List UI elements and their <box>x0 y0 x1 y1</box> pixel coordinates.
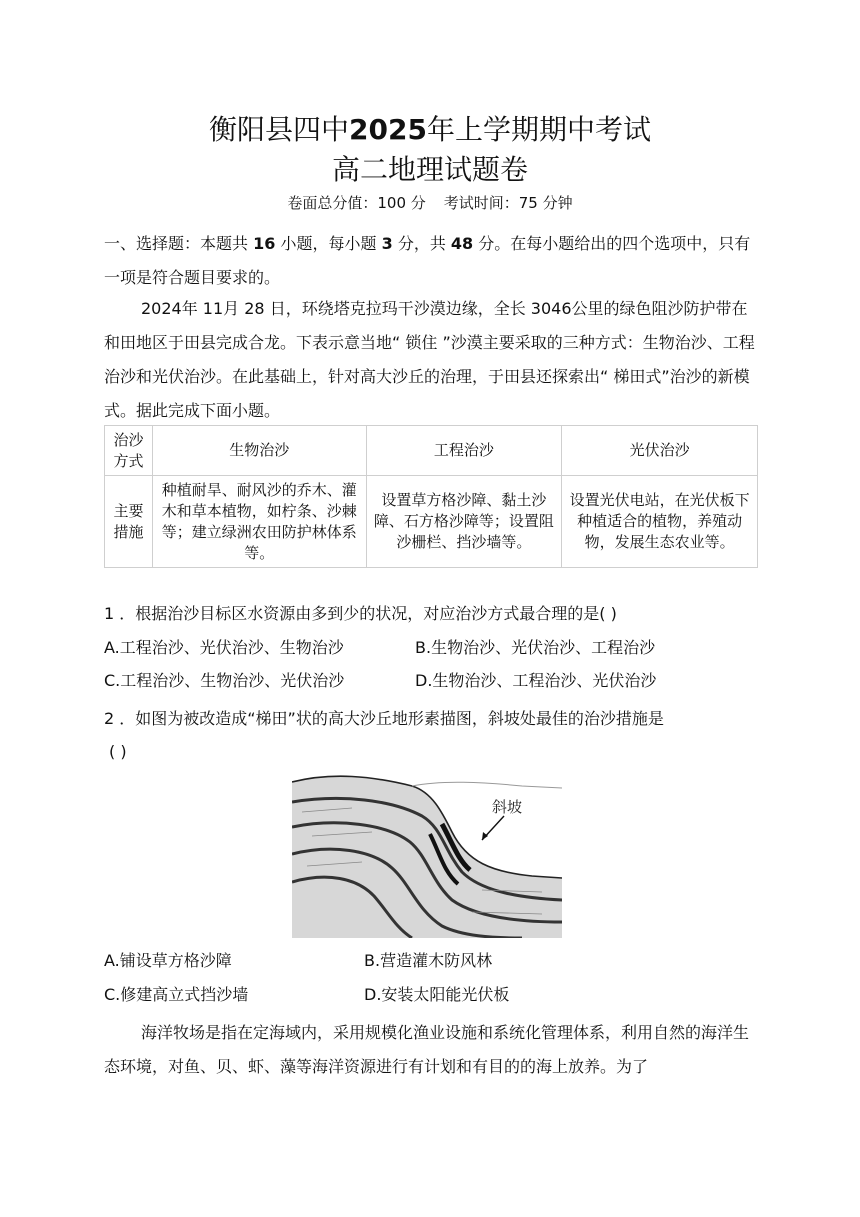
question-1-option-c[interactable]: C.工程治沙、生物治沙、光伏治沙 <box>104 671 345 690</box>
question-1-stem: 1 ．根据治沙目标区水资源由多到少的状况，对应治沙方式最合理的是( ) <box>104 604 617 623</box>
measures-table <box>104 425 758 568</box>
row-header-method: 治沙方式 <box>105 426 153 476</box>
exam-subtitle: 高二地理试题卷 <box>331 153 528 186</box>
cell-biological-measures: 种植耐旱、耐风沙的乔木、灌木和草本植物，如柠条、沙棘等；建立绿洲农田防护林体系等。 <box>152 476 366 568</box>
cell-photovoltaic-measures: 设置光伏电站，在光伏板下种植适合的植物，养殖动物，发展生态农业等。 <box>562 476 758 568</box>
question-1-option-a[interactable]: A.工程治沙、光伏治沙、生物治沙 <box>104 638 344 657</box>
question-2-option-c[interactable]: C.修建高立式挡沙墙 <box>104 985 249 1004</box>
question-2-stem: 2 ．如图为被改造成“梯田”状的高大沙丘地形素描图，斜坡处最佳的治沙措施是 <box>104 709 664 728</box>
ocean-ranch-paragraph: 海洋牧场是指在定海域内，采用规模化渔业设施和系统化管理体系，利用自然的海洋生态环境，对鱼、贝、虾、藻等海洋资源进行有计划和有目的的海上放养。为了 <box>104 1023 750 1076</box>
question-2-option-a[interactable]: A.铺设草方格沙障 <box>104 951 232 970</box>
column-photovoltaic: 光伏治沙 <box>562 426 758 476</box>
question-2-option-d[interactable]: D.安装太阳能光伏板 <box>364 985 510 1004</box>
exam-meta <box>0 191 860 215</box>
terraced-dune-sketch <box>292 772 562 938</box>
time-info: 考试时间：75 分钟 <box>443 194 573 212</box>
row-header-measures: 主要措施 <box>105 476 153 568</box>
column-biological: 生物治沙 <box>152 426 366 476</box>
score-each: 3 <box>381 234 393 253</box>
heading-part: 一、选择题：本题共 <box>104 234 249 253</box>
table-row <box>105 476 758 568</box>
heading-part: 小题，每小题 <box>280 234 377 253</box>
cell-engineering-measures: 设置草方格沙障、黏土沙障、石方格沙障等；设置阻沙栅栏、挡沙墙等。 <box>366 476 562 568</box>
intro-paragraph: 2024年 11月 28 日，环绕塔克拉玛干沙漠边缘，全长 3046公里的绿色阻沙防护带在和田地区于田县完成合龙。下表示意当地“ 锁住 ”沙漠主要采取的三种方式：生物治沙、工程治沙和光伏治沙。在此基础上，针对高大沙丘的治理，于田县还探索出“ 梯田式”治沙的新模式。据此完成下面小题。 <box>104 299 755 420</box>
column-engineering: 工程治沙 <box>366 426 562 476</box>
heading-part: 分。在每小题给出的四个选项中，只有一项是符合题目要求的。 <box>104 234 751 287</box>
question-1-option-d[interactable]: D.生物治沙、工程治沙、光伏治沙 <box>415 671 657 690</box>
question-2-option-b[interactable]: B.营造灌木防风林 <box>364 951 493 970</box>
title-school: 衡阳县四中 <box>209 113 350 146</box>
question-1-option-b[interactable]: B.生物治沙、光伏治沙、工程治沙 <box>415 638 656 657</box>
question-count: 16 <box>253 234 276 253</box>
exam-title <box>0 112 860 148</box>
heading-part: 分，共 <box>397 234 446 253</box>
question-2-answer-bracket: ( ) <box>109 742 127 761</box>
slope-label: 斜坡 <box>492 798 523 816</box>
title-year: 2025 <box>349 113 427 146</box>
section-heading <box>104 227 760 295</box>
score-info: 卷面总分值：100 分 <box>287 194 426 212</box>
table-header-row <box>105 426 758 476</box>
total-score: 48 <box>450 234 474 253</box>
title-term: 年上学期期中考试 <box>426 113 651 146</box>
